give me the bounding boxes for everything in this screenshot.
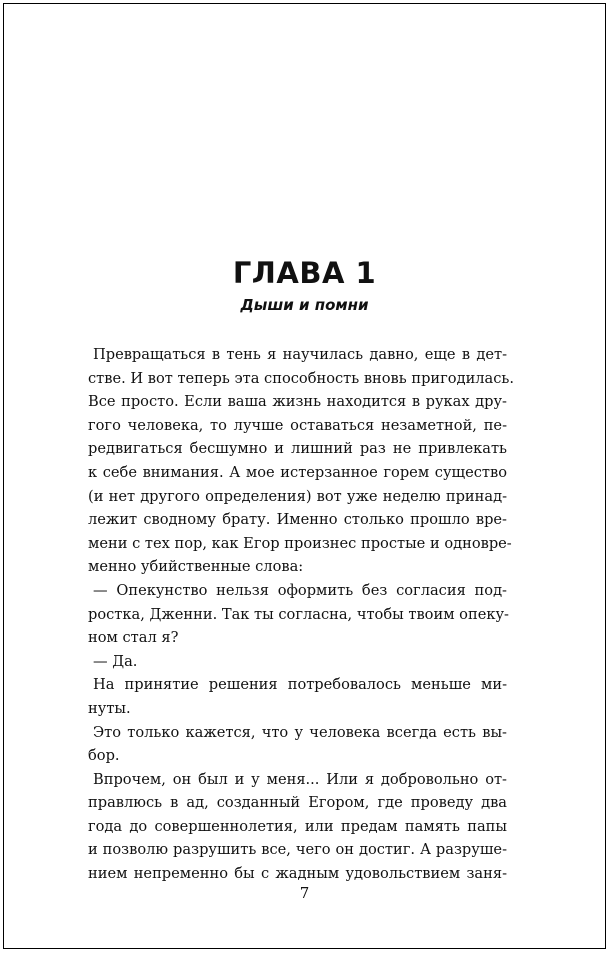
- paragraph: [88, 673, 507, 720]
- text-line: Впрочем, он был и у меня... Или я добровольно от-: [93, 770, 507, 788]
- text-line: года до совершеннолетия, или предам память папы: [88, 817, 507, 835]
- chapter-subtitle: Дыши и помни: [240, 296, 369, 314]
- chapter-title: ГЛАВА 1: [232, 256, 377, 290]
- text-line: мени с тех пор, как Егор произнес простые и одновре-: [88, 534, 512, 552]
- paragraph: [88, 721, 507, 768]
- text-line: менно убийственные слова:: [88, 558, 304, 576]
- text-line: редвигаться бесшумно и лишний раз не привлекать: [88, 440, 507, 458]
- text-line: На принятие решения потребовалось меньше ми-: [93, 676, 507, 694]
- text-line: (и нет другого определения) вот уже неделю принад-: [88, 487, 507, 505]
- text-line: и позволю разрушить все, чего он достиг. А разруше-: [88, 841, 507, 859]
- text-line: — Опекунство нельзя оформить без согласия под-: [93, 581, 507, 599]
- paragraph: [88, 650, 507, 674]
- text-line: — Да.: [93, 652, 138, 670]
- book-page: [3, 3, 606, 949]
- paragraph: [88, 579, 507, 650]
- text-line: правлюсь в ад, созданный Егором, где проведу два: [88, 794, 507, 812]
- text-line: нием непременно бы с жадным удовольствием заня-: [88, 865, 507, 883]
- body-text: [88, 343, 515, 886]
- text-line: бор.: [88, 747, 120, 765]
- text-line: к себе внимания. А мое истерзанное горем существо: [88, 463, 507, 481]
- paragraph: [88, 768, 507, 886]
- text-line: Все просто. Если ваша жизнь находится в руках дру-: [88, 393, 507, 411]
- text-line: нуты.: [88, 699, 131, 717]
- text-line: гого человека, то лучше оставаться незаметной, пе-: [88, 416, 507, 434]
- text-line: ростка, Дженни. Так ты согласна, чтобы твоим опеку-: [88, 605, 509, 623]
- text-line: ном стал я?: [88, 629, 179, 647]
- text-line: Превращаться в тень я научилась давно, еще в дет-: [93, 346, 507, 363]
- text-line: лежит сводному брату. Именно столько прошло вре-: [88, 511, 507, 529]
- page-number: 7: [299, 884, 310, 902]
- text-line: Это только кажется, что у человека всегда есть вы-: [93, 723, 507, 741]
- text-line: стве. И вот теперь эта способность вновь пригодилась.: [88, 369, 515, 387]
- paragraph: [88, 343, 515, 579]
